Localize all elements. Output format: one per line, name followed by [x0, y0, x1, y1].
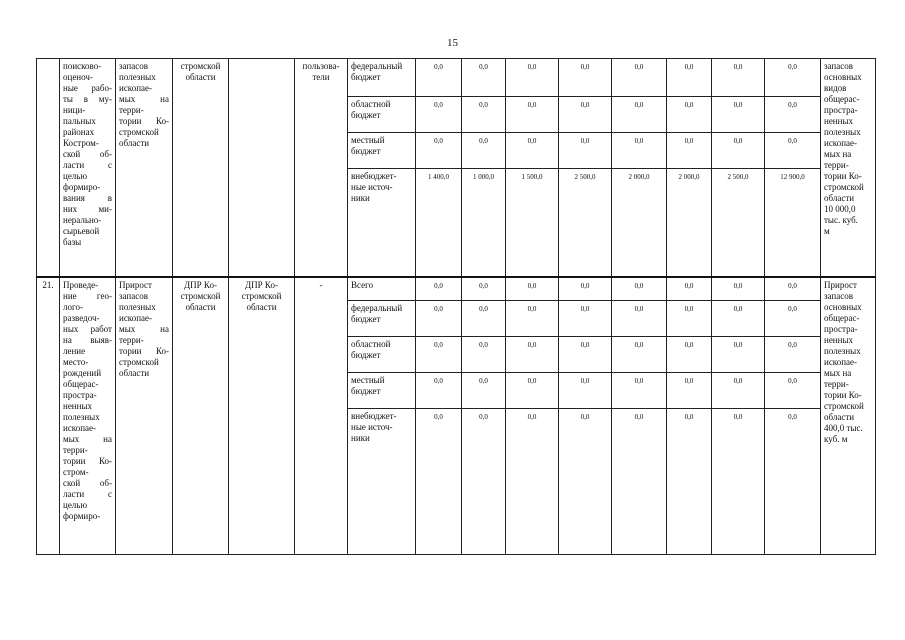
- funding-value: 0,0: [667, 373, 712, 409]
- table-row: [37, 277, 876, 301]
- funding-value: 0,0: [667, 59, 712, 97]
- funding-value: 2 000,0: [667, 169, 712, 277]
- funding-value: 0,0: [712, 337, 765, 373]
- funding-source: федеральный бюджет: [348, 301, 416, 337]
- funding-value: 0,0: [559, 337, 612, 373]
- funding-value: 0,0: [559, 59, 612, 97]
- funding-value: 0,0: [765, 337, 821, 373]
- funding-value: 0,0: [416, 337, 462, 373]
- funding-source: местный бюджет: [348, 373, 416, 409]
- funding-value: 0,0: [462, 409, 506, 555]
- funding-value: 0,0: [765, 133, 821, 169]
- table-row: [37, 59, 876, 97]
- funding-value: 0,0: [506, 337, 559, 373]
- funding-value: 0,0: [462, 373, 506, 409]
- funding-value: 0,0: [667, 133, 712, 169]
- executor: ДПР Ко- стромской области: [173, 277, 229, 555]
- funding-value: 0,0: [559, 409, 612, 555]
- funding-value: 0,0: [667, 301, 712, 337]
- funding-value: 0,0: [612, 337, 667, 373]
- funding-value: 0,0: [416, 373, 462, 409]
- funding-value: 0,0: [462, 59, 506, 97]
- funding-value: 0,0: [765, 373, 821, 409]
- funding-value: 12 900,0: [765, 169, 821, 277]
- funding-value: 0,0: [506, 409, 559, 555]
- funding-value: 0,0: [559, 301, 612, 337]
- funding-value: 0,0: [416, 409, 462, 555]
- funding-value: 0,0: [506, 97, 559, 133]
- page-number: 15: [447, 37, 458, 49]
- measure-goal: Прирост запасов полезных ископае- мых на терри- тории Ко- стромской области: [116, 277, 173, 555]
- funding-value: 2 500,0: [559, 169, 612, 277]
- funding-value: 2 500,0: [712, 169, 765, 277]
- funding-source: областной бюджет: [348, 337, 416, 373]
- funding-value: 0,0: [712, 301, 765, 337]
- recipient: пользова- тели: [295, 59, 348, 277]
- measure-goal: запасов полезных ископае- мых на терри- тории Ко- стромской области: [116, 59, 173, 277]
- funding-value: 0,0: [559, 373, 612, 409]
- funding-value: 0,0: [612, 409, 667, 555]
- executor: стромской области: [173, 59, 229, 277]
- funding-value: 0,0: [506, 373, 559, 409]
- funding-value: 0,0: [765, 301, 821, 337]
- funding-value: 0,0: [416, 59, 462, 97]
- funding-value: 0,0: [765, 59, 821, 97]
- program-table: [36, 58, 876, 555]
- funding-value: 0,0: [765, 277, 821, 301]
- funding-source: областной бюджет: [348, 97, 416, 133]
- funding-value: 0,0: [559, 277, 612, 301]
- funding-value: 0,0: [667, 337, 712, 373]
- funding-value: 0,0: [559, 133, 612, 169]
- row-number: [37, 59, 60, 277]
- funding-value: 0,0: [712, 97, 765, 133]
- funding-source: местный бюджет: [348, 133, 416, 169]
- measure-name: Проведе- ние гео- лого- разведоч- ных работ на выяв- ление место- рождений общерас- простра- ненных полезных ископае- мых на терри- тории Ко- стром- ской об- ласти с целью формиро-: [60, 277, 116, 555]
- funding-value: 0,0: [462, 133, 506, 169]
- funding-value: 0,0: [612, 277, 667, 301]
- funding-source: внебюджет- ные источ- ники: [348, 169, 416, 277]
- funding-value: 0,0: [462, 301, 506, 337]
- funding-value: 0,0: [612, 59, 667, 97]
- funding-value: 0,0: [712, 409, 765, 555]
- funding-value: 0,0: [559, 97, 612, 133]
- funding-value: 0,0: [712, 59, 765, 97]
- funding-value: 0,0: [462, 337, 506, 373]
- funding-source: Всего: [348, 277, 416, 301]
- expected-result: запасов основных видов общерас- простра- ненных полезных ископае- мых на терри- тории Ко- стромской области 10 000,0 тыс. куб. м: [821, 59, 876, 277]
- funding-value: 0,0: [765, 97, 821, 133]
- partner: [229, 59, 295, 277]
- recipient: -: [295, 277, 348, 555]
- funding-value: 0,0: [765, 409, 821, 555]
- funding-source: федеральный бюджет: [348, 59, 416, 97]
- funding-value: 0,0: [612, 97, 667, 133]
- funding-value: 1 500,0: [506, 169, 559, 277]
- funding-value: 0,0: [506, 301, 559, 337]
- funding-value: 0,0: [667, 409, 712, 555]
- funding-value: 0,0: [462, 277, 506, 301]
- funding-value: 0,0: [416, 97, 462, 133]
- measure-name: поисково- оценоч- ные рабо- ты в му- ници- пальных районах Костром- ской об- ласти с целью формиро- вания в них ми- нерально- сырьевой базы: [60, 59, 116, 277]
- funding-value: 0,0: [506, 59, 559, 97]
- funding-value: 0,0: [667, 277, 712, 301]
- partner: ДПР Ко- стромской области: [229, 277, 295, 555]
- funding-value: 0,0: [712, 373, 765, 409]
- funding-value: 0,0: [667, 97, 712, 133]
- funding-value: 0,0: [506, 277, 559, 301]
- funding-value: 0,0: [506, 133, 559, 169]
- funding-value: 0,0: [416, 301, 462, 337]
- funding-value: 0,0: [462, 97, 506, 133]
- funding-value: 1 000,0: [462, 169, 506, 277]
- funding-value: 0,0: [612, 301, 667, 337]
- funding-value: 0,0: [416, 133, 462, 169]
- funding-value: 0,0: [712, 133, 765, 169]
- funding-source: внебюджет- ные источ- ники: [348, 409, 416, 555]
- expected-result: Прирост запасов основных общерас- простра- ненных полезных ископае- мых на терри- тории Ко- стромской области 400,0 тыс. куб. м: [821, 277, 876, 555]
- funding-value: 0,0: [612, 373, 667, 409]
- row-number: 21.: [37, 277, 60, 555]
- funding-value: 0,0: [612, 133, 667, 169]
- funding-value: 1 400,0: [416, 169, 462, 277]
- funding-value: 0,0: [416, 277, 462, 301]
- funding-value: 0,0: [712, 277, 765, 301]
- funding-value: 2 000,0: [612, 169, 667, 277]
